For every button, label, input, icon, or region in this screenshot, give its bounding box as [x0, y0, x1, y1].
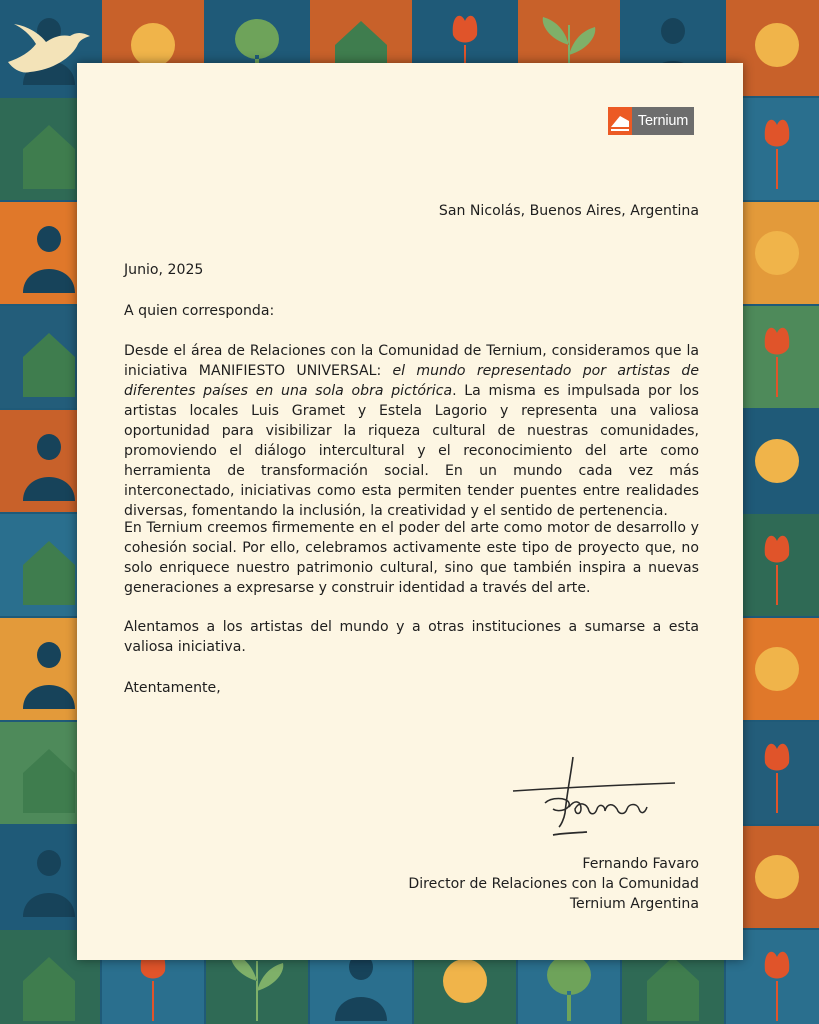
letter-date: Junio, 2025 [124, 262, 204, 278]
letter-closing: Atentamente, [124, 680, 221, 696]
letter-location: San Nicolás, Buenos Aires, Argentina [438, 203, 699, 219]
letter-paragraph-2: En Ternium creemos firmemente en el poder del arte como motor de desarrollo y cohesión social. Por ello, celebramos activamente este tipo de proyecto que, no solo enriquece nuestro patrimonio cultural, sino que también inspira a nuevas generaciones a expresarse y construir identidad a través del arte. [124, 520, 699, 596]
paragraph-1-italic-title: el mundo representado por artistas de diferentes países en una sola obra pictórica [124, 363, 699, 399]
letter-paragraph-1 [124, 341, 699, 521]
signatory-organization: Ternium Argentina [569, 896, 699, 912]
paragraph-1-text-b: . La misma es impulsada por los artistas locales Luis Gramet y Estela Lagorio y representa una valiosa oportunidad para visibilizar la riqueza cultural de nuestras comunidades, promoviendo el diálogo intercultural y el reconocimiento del arte como herramienta de transformación social. En un mundo cada vez más interconectado, iniciativas como esta permiten tender puentes entre realidades diversas, fomentando la inclusión, la creatividad y el sentido de pertenencia. [124, 383, 699, 519]
ternium-logo-text: Ternium [632, 107, 694, 135]
letter-paragraph-3: Alentamos a los artistas del mundo y a otras instituciones a sumarse a esta valiosa iniciativa. [124, 619, 699, 655]
signatory-name: Fernando Favaro [582, 856, 699, 872]
ternium-logo-mark-icon [608, 107, 632, 135]
signatory-title: Director de Relaciones con la Comunidad [408, 876, 699, 892]
letter-paper [77, 63, 743, 960]
letter-salutation: A quien corresponda: [124, 303, 275, 319]
ternium-logo [608, 107, 694, 135]
paragraph-1-text-a: Desde el área de Relaciones con la Comunidad de Ternium, consideramos que la iniciativa MANIFIESTO UNIVERSAL: [124, 343, 699, 379]
handwritten-signature [509, 753, 679, 843]
